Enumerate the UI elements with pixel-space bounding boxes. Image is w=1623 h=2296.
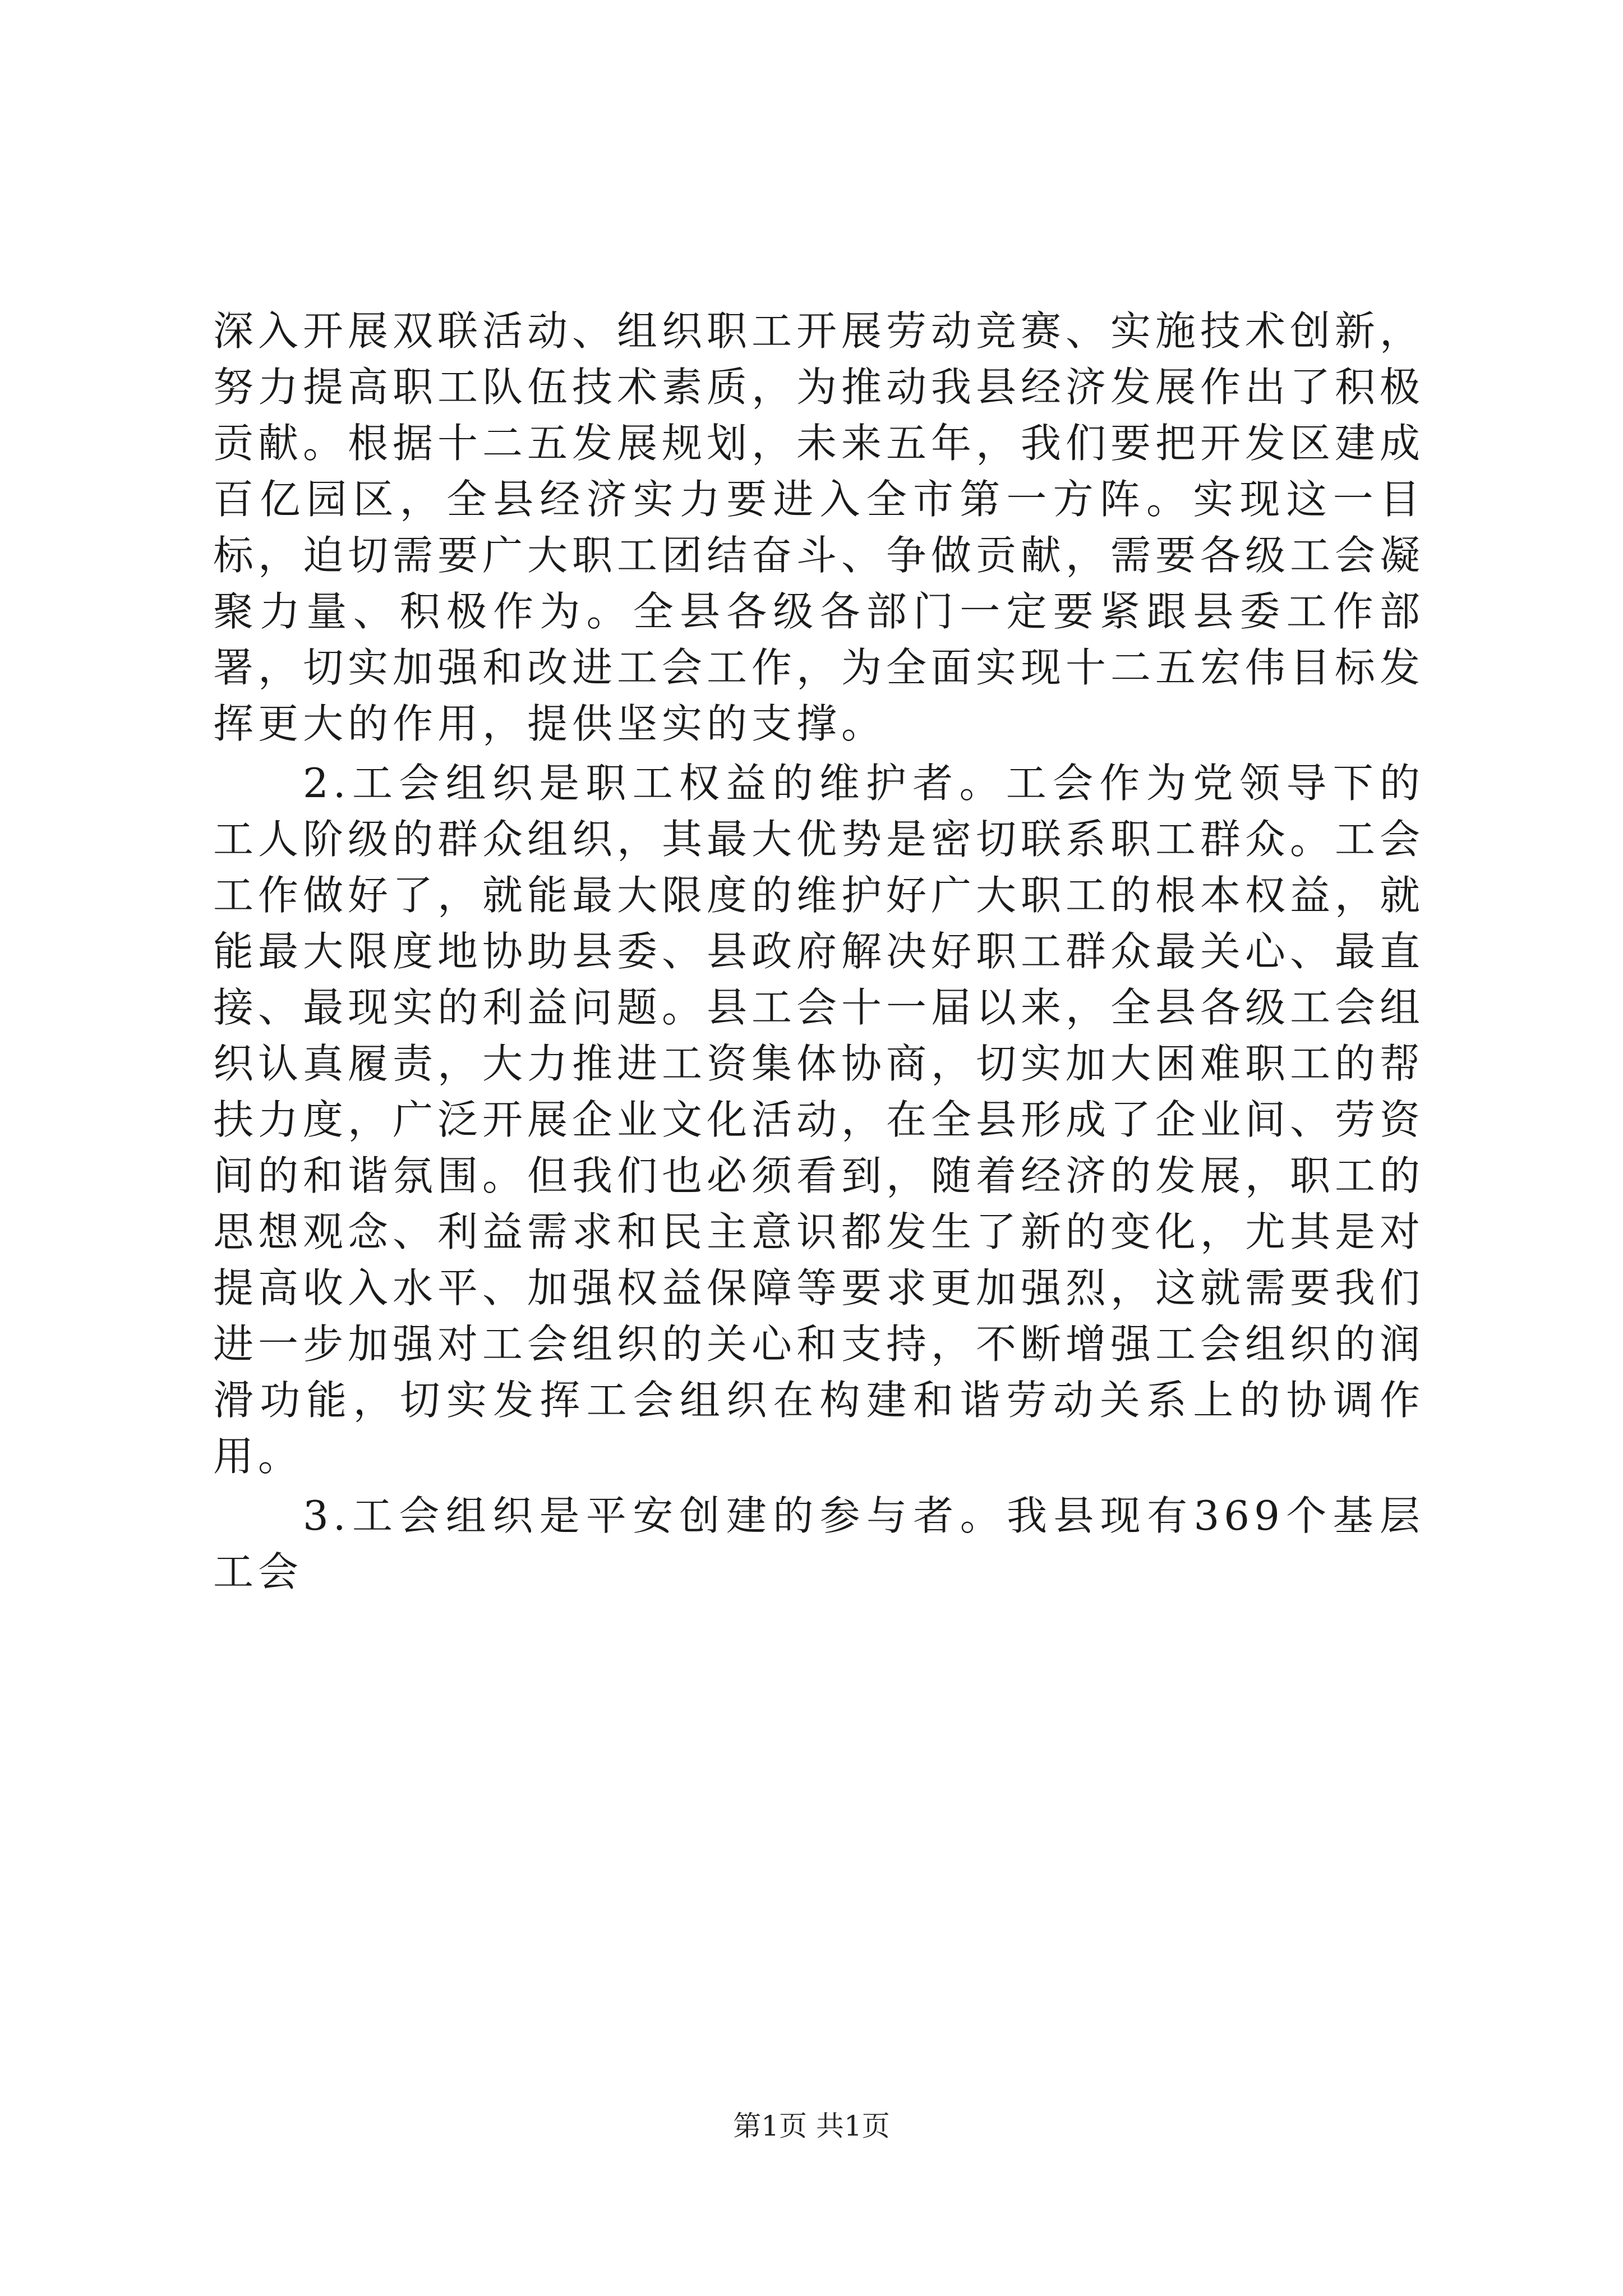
paragraph-1: 深入开展双联活动、组织职工开展劳动竞赛、实施技术创新，努力提高职工队伍技术素质，为推动我县经济发展作出了积极贡献。根据十二五发展规划，未来五年，我们要把开发区建成百亿园区，全县经济实力要进入全市第一方阵。实现这一目标，迫切需要广大职工团结奋斗、争做贡献，需要各级工会凝聚力量、积极作为。全县各级各部门一定要紧跟县委工作部署，切实加强和改进工会工作，为全面实现十二五宏伟目标发挥更大的作用，提供坚实的支撑。 — [213, 307, 1425, 747]
paragraph-3: 3.工会组织是平安创建的参与者。我县现有369个基层工会 — [213, 1492, 1424, 1595]
document-body — [213, 303, 1424, 1603]
paragraph-2: 2.工会组织是职工权益的维护者。工会作为党领导下的工人阶级的群众组织，其最大优势是密切联系职工群众。工会工作做好了，就能最大限度的维护好广大职工的根本权益，就能最大限度地协助县委、县政府解决好职工群众最关心、最直接、最现实的利益问题。县工会十一届以来，全县各级工会组织认真履责，大力推进工资集体协商，切实加大困难职工的帮扶力度，广泛开展企业文化活动，在全县形成了企业间、劳资间的和谐氛围。但我们也必须看到，随着经济的发展，职工的思想观念、利益需求和民主意识都发生了新的变化，尤其是对提高收入水平、加强权益保障等要求更加强烈，这就需要我们进一步加强对工会组织的关心和支持，不断增强工会组织的润滑功能，切实发挥工会组织在构建和谐劳动关系上的协调作用。 — [213, 760, 1425, 1480]
page-footer: 第1页 共1页 — [733, 2110, 890, 2142]
